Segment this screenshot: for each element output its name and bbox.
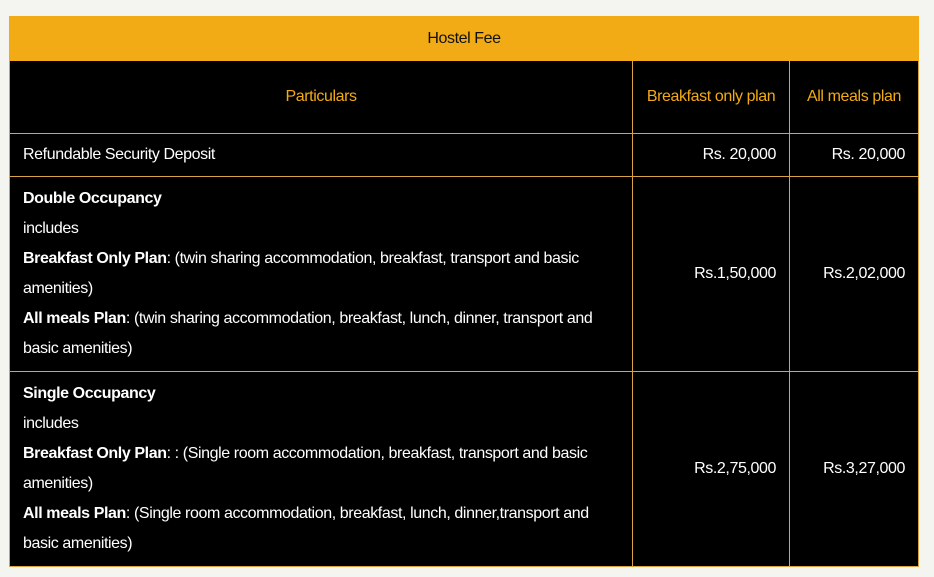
breakfast-plan-label: Breakfast Only Plan <box>23 445 167 462</box>
all-meals-plan-label: All meals Plan <box>23 505 126 522</box>
hostel-fee-table <box>9 16 919 567</box>
breakfast-price: Rs.1,50,000 <box>633 177 790 372</box>
breakfast-price: Rs. 20,000 <box>633 134 790 177</box>
particular-cell <box>10 372 633 567</box>
table-row <box>10 372 919 567</box>
includes-text: includes <box>23 415 79 432</box>
particular-cell <box>10 177 633 372</box>
breakfast-price: Rs.2,75,000 <box>633 372 790 567</box>
header-breakfast-plan: Breakfast only plan <box>633 61 790 134</box>
particular-cell: Refundable Security Deposit <box>10 134 633 177</box>
all-meals-plan-text: : (Single room accommodation, breakfast, lunch, dinner,transport and basic amenities) <box>23 505 589 552</box>
breakfast-plan-text: : (twin sharing accommodation, breakfast, transport and basic amenities) <box>23 250 579 297</box>
all-meals-price: Rs.2,02,000 <box>790 177 919 372</box>
table-row <box>10 177 919 372</box>
breakfast-plan-label: Breakfast Only Plan <box>23 250 167 267</box>
all-meals-price: Rs.3,27,000 <box>790 372 919 567</box>
row-heading: Double Occupancy <box>23 190 162 207</box>
header-all-meals-plan: All meals plan <box>790 61 919 134</box>
all-meals-plan-label: All meals Plan <box>23 310 126 327</box>
all-meals-price: Rs. 20,000 <box>790 134 919 177</box>
includes-text: includes <box>23 220 79 237</box>
row-heading: Single Occupancy <box>23 385 156 402</box>
breakfast-plan-text: : : (Single room accommodation, breakfast, transport and basic amenities) <box>23 445 588 492</box>
table-row <box>10 134 919 177</box>
table-title: Hostel Fee <box>10 17 919 61</box>
header-particulars: Particulars <box>10 61 633 134</box>
all-meals-plan-text: : (twin sharing accommodation, breakfast, lunch, dinner, transport and basic amenities) <box>23 310 593 357</box>
